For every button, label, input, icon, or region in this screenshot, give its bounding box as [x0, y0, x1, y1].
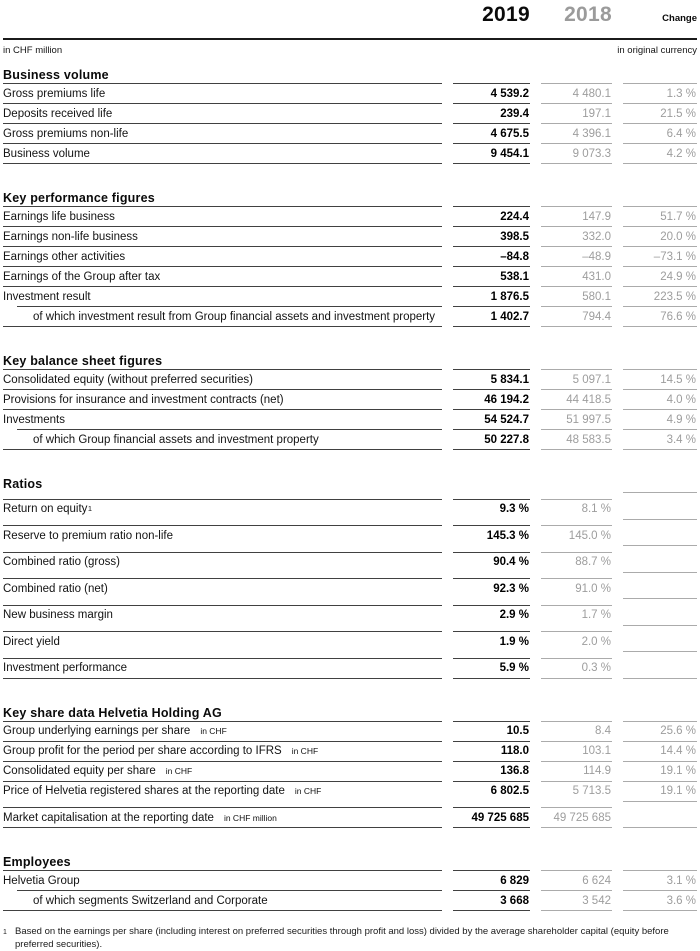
rule-label: [3, 163, 442, 164]
section-title: Key share data Helvetia Holding AG: [3, 705, 222, 720]
row-label: Combined ratio (gross): [3, 552, 442, 572]
section-bottom-rule: [3, 326, 697, 327]
value-2019: 5.9 %: [453, 658, 530, 678]
unit-suffix: in CHF: [200, 726, 227, 736]
value-change: 21.5 %: [623, 103, 697, 123]
table-row: [3, 598, 697, 625]
value-change: 24.9 %: [623, 266, 697, 286]
unit-suffix: in CHF: [291, 746, 319, 756]
table-row: [3, 890, 697, 910]
rule-2018: [541, 678, 612, 679]
rule-2018: [541, 326, 612, 327]
value-2018: 6 624: [541, 870, 612, 890]
row-label: of which Group financial assets and investment property: [17, 429, 442, 449]
value-2019: 4 539.2: [453, 83, 530, 103]
table-row: [3, 226, 697, 246]
row-label: Earnings other activities: [3, 246, 442, 266]
value-change: [623, 801, 697, 821]
value-2018: –48.9: [541, 246, 612, 266]
section-title: Key performance figures: [3, 191, 155, 205]
table-row: [3, 572, 697, 599]
value-2019: 1 402.7: [453, 306, 530, 326]
row-label: Group profit for the period per share according to IFRS in CHF: [3, 741, 442, 761]
value-change: 3.4 %: [623, 429, 697, 449]
row-label: Helvetia Group: [3, 870, 442, 890]
value-2018: 51 997.5: [541, 409, 612, 429]
row-label: Provisions for insurance and investment contracts (net): [3, 389, 442, 409]
value-2018: 8.1 %: [541, 499, 612, 519]
section-bottom-rule: [3, 163, 697, 164]
value-2019: 49 725 685: [453, 807, 530, 827]
table-row: [3, 651, 697, 678]
section: [3, 476, 697, 679]
table-header: [3, 0, 697, 38]
unit-label-left: in CHF million: [3, 45, 63, 56]
section-title: Business volume: [3, 68, 109, 82]
rule-2019: [453, 827, 530, 828]
value-2019: 4 675.5: [453, 123, 530, 143]
row-label: of which investment result from Group financial assets and investment property: [17, 306, 442, 326]
rule-2019: [453, 678, 530, 679]
column-header-change: Change: [662, 13, 697, 24]
rule-2019: [453, 326, 530, 327]
table-row: [3, 870, 697, 890]
rule-2019: [453, 910, 530, 911]
rule-label: [3, 678, 442, 679]
row-label: Investments: [3, 409, 442, 429]
value-2019: 118.0: [453, 741, 530, 761]
table-row: [3, 492, 697, 519]
value-2019: 46 194.2: [453, 389, 530, 409]
rule-2018: [541, 827, 612, 828]
value-2018: 49 725 685: [541, 807, 612, 827]
value-2018: 2.0 %: [541, 631, 612, 651]
value-change: [623, 651, 697, 671]
value-2019: 5 834.1: [453, 369, 530, 389]
footnote-marker: 1: [3, 929, 7, 936]
rule-change: [623, 910, 697, 911]
value-2018: 197.1: [541, 103, 612, 123]
value-2019: 145.3 %: [453, 525, 530, 545]
value-2018: 3 542: [541, 890, 612, 910]
value-change: 76.6 %: [623, 306, 697, 326]
table-row: [3, 306, 697, 326]
section-bottom-rule: [3, 910, 697, 911]
row-label: Consolidated equity (without preferred securities): [3, 369, 442, 389]
value-change: 3.6 %: [623, 890, 697, 910]
rule-change: [623, 449, 697, 450]
table-row: [3, 83, 697, 103]
value-change: [623, 519, 697, 539]
row-label: Earnings non-life business: [3, 226, 442, 246]
value-change: 19.1 %: [623, 761, 697, 781]
value-2018: 103.1: [541, 741, 612, 761]
section-title: Key balance sheet figures: [3, 354, 163, 368]
value-2018: 9 073.3: [541, 143, 612, 163]
value-2018: 8.4: [541, 721, 612, 741]
row-label: Combined ratio (net): [3, 578, 442, 598]
value-2019: 1 876.5: [453, 286, 530, 306]
unit-suffix: in CHF: [165, 766, 193, 776]
value-2019: 10.5: [453, 721, 530, 741]
value-2019: 6 829: [453, 870, 530, 890]
row-label: Return on equity 1: [3, 499, 442, 519]
value-2018: 4 396.1: [541, 123, 612, 143]
table-row: [3, 429, 697, 449]
value-2019: 398.5: [453, 226, 530, 246]
rule-change: [623, 827, 697, 828]
row-label: Gross premiums life: [3, 83, 442, 103]
section-bottom-rule: [3, 827, 697, 828]
unit-label-right: in original currency: [617, 45, 697, 56]
rule-change: [623, 163, 697, 164]
value-2018: 5 713.5: [541, 781, 612, 801]
value-2019: 54 524.7: [453, 409, 530, 429]
value-change: 20.0 %: [623, 226, 697, 246]
table-row: [3, 545, 697, 572]
value-2019: 224.4: [453, 206, 530, 226]
value-2018: 332.0: [541, 226, 612, 246]
row-label: Direct yield: [3, 631, 442, 651]
unit-suffix: in CHF: [294, 786, 322, 796]
rule-label: [3, 910, 442, 911]
rule-2018: [541, 910, 612, 911]
value-change: [623, 492, 697, 512]
value-change: 1.3 %: [623, 83, 697, 103]
footnote: [3, 925, 697, 951]
value-change: 4.2 %: [623, 143, 697, 163]
value-2018: 5 097.1: [541, 369, 612, 389]
table-row: [3, 206, 697, 226]
row-label: Reserve to premium ratio non-life: [3, 525, 442, 545]
section-title: Ratios: [3, 477, 43, 491]
value-2019: 92.3 %: [453, 578, 530, 598]
value-change: 19.1 %: [623, 781, 697, 801]
table-row: [3, 286, 697, 306]
table-row: [3, 123, 697, 143]
rule-2018: [541, 449, 612, 450]
table-row: [3, 781, 697, 801]
section-title: Employees: [3, 855, 71, 869]
section: [3, 190, 697, 327]
table-row: [3, 761, 697, 781]
section-bottom-rule: [3, 449, 697, 450]
value-2019: 239.4: [453, 103, 530, 123]
value-2018: 147.9: [541, 206, 612, 226]
row-label: Gross premiums non-life: [3, 123, 442, 143]
table-body: [3, 67, 697, 911]
value-2018: 431.0: [541, 266, 612, 286]
value-2018: 0.3 %: [541, 658, 612, 678]
footnote-text: Based on the earnings per share (including interest on preferred securities through profit and loss) divided by the average shareholder capital (equity before preferred securities).: [15, 926, 669, 950]
table-row: [3, 266, 697, 286]
table-row: [3, 721, 697, 741]
rule-2018: [541, 163, 612, 164]
value-2018: 794.4: [541, 306, 612, 326]
value-change: –73.1 %: [623, 246, 697, 266]
table-row: [3, 389, 697, 409]
column-header-2019: 2019: [482, 3, 530, 26]
row-label: Business volume: [3, 143, 442, 163]
rule-label: [3, 827, 442, 828]
table-row: [3, 143, 697, 163]
rule-2019: [453, 163, 530, 164]
row-label: Earnings of the Group after tax: [3, 266, 442, 286]
table-row: [3, 409, 697, 429]
value-2018: 580.1: [541, 286, 612, 306]
value-change: 14.5 %: [623, 369, 697, 389]
row-label: New business margin: [3, 605, 442, 625]
value-change: [623, 545, 697, 565]
value-2019: 6 802.5: [453, 781, 530, 801]
value-2018: 88.7 %: [541, 552, 612, 572]
value-change: [623, 572, 697, 592]
value-change: 6.4 %: [623, 123, 697, 143]
section: [3, 353, 697, 450]
value-2019: –84.8: [453, 246, 530, 266]
row-label: Deposits received life: [3, 103, 442, 123]
rule-2019: [453, 449, 530, 450]
value-2019: 3 668: [453, 890, 530, 910]
value-change: [623, 625, 697, 645]
section: [3, 854, 697, 911]
section: [3, 67, 697, 164]
value-change: 3.1 %: [623, 870, 697, 890]
value-2018: 44 418.5: [541, 389, 612, 409]
value-2019: 538.1: [453, 266, 530, 286]
value-change: 4.9 %: [623, 409, 697, 429]
value-2019: 2.9 %: [453, 605, 530, 625]
table-row: [3, 246, 697, 266]
value-2018: 145.0 %: [541, 525, 612, 545]
value-2019: 1.9 %: [453, 631, 530, 651]
section-bottom-rule: [3, 678, 697, 679]
row-label: Group underlying earnings per share in CHF: [3, 721, 442, 741]
value-change: 51.7 %: [623, 206, 697, 226]
table-row: [3, 625, 697, 652]
column-header-2018: 2018: [564, 3, 612, 26]
row-label: of which segments Switzerland and Corporate: [17, 890, 442, 910]
row-label: Investment result: [3, 286, 442, 306]
row-label: Investment performance: [3, 658, 442, 678]
row-label: Earnings life business: [3, 206, 442, 226]
unit-suffix: in CHF million: [223, 812, 277, 823]
row-label: Market capitalisation at the reporting date in CHF million: [3, 807, 442, 827]
rule-change: [623, 326, 697, 327]
value-2018: 91.0 %: [541, 578, 612, 598]
value-change: 14.4 %: [623, 741, 697, 761]
value-2019: 50 227.8: [453, 429, 530, 449]
value-2018: 48 583.5: [541, 429, 612, 449]
rule-change: [623, 678, 697, 679]
value-2019: 136.8: [453, 761, 530, 781]
table-row: [3, 103, 697, 123]
value-2019: 9 454.1: [453, 143, 530, 163]
value-2019: 9.3 %: [453, 499, 530, 519]
value-2018: 114.9: [541, 761, 612, 781]
row-label: Consolidated equity per share in CHF: [3, 761, 442, 781]
value-2018: 4 480.1: [541, 83, 612, 103]
row-label: Price of Helvetia registered shares at the reporting date in CHF: [3, 781, 442, 801]
table-row: [3, 369, 697, 389]
rule-label: [3, 449, 442, 450]
section: [3, 705, 697, 829]
units-row: [3, 40, 697, 57]
value-2018: 1.7 %: [541, 605, 612, 625]
table-row: [3, 741, 697, 761]
value-change: [623, 598, 697, 618]
value-change: 4.0 %: [623, 389, 697, 409]
value-change: 223.5 %: [623, 286, 697, 306]
value-2019: 90.4 %: [453, 552, 530, 572]
rule-label: [3, 326, 442, 327]
table-row: [3, 801, 697, 828]
table-row: [3, 519, 697, 546]
value-change: 25.6 %: [623, 721, 697, 741]
